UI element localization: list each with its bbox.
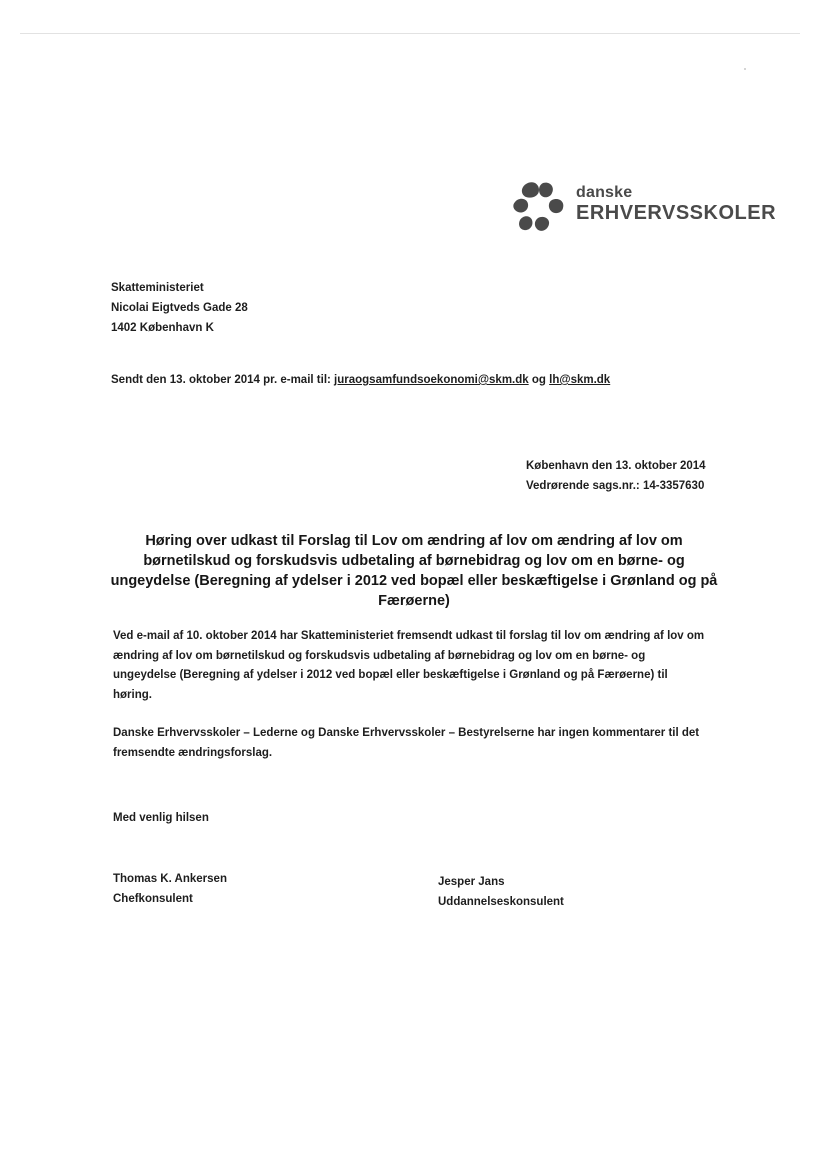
date-block [526, 456, 706, 496]
case-number: Vedrørende sags.nr.: 14-3357630 [526, 480, 705, 492]
sent-line [111, 374, 610, 386]
signature-right [438, 872, 564, 912]
scan-edge-line [20, 33, 800, 34]
signatory-title: Uddannelseskonsulent [438, 896, 564, 908]
danske-erhvervsskoler-logo [512, 180, 777, 236]
signature-left [113, 869, 227, 909]
recipient-street: Nicolai Eigtveds Gade 28 [111, 302, 248, 314]
body-paragraph-2: Danske Erhvervsskoler – Lederne og Danske Erhvervsskoler – Bestyrelserne har ingen kommentarer til det fremsendte ændringsforslag. [113, 727, 700, 759]
recipient-address [111, 278, 248, 338]
letter-date: København den 13. oktober 2014 [526, 460, 706, 472]
email-link-1[interactable]: juraogsamfundsoekonomi@skm.dk [334, 374, 529, 386]
logo-word-small: danske [576, 184, 633, 201]
sent-joiner: og [531, 374, 546, 386]
logo-mark-icon [512, 180, 568, 236]
signatory-name: Jesper Jans [438, 876, 505, 888]
letter-title: Høring over udkast til Forslag til Lov om ændring af lov om ændring af lov om børnetilskud og forskudsvis udbetaling af børnebidrag og lov om en børne- og ungeydelse (Beregning af ydelser i 2012 ved bopæl eller beskæftigelse i Grønland og på Færøerne) [110, 533, 718, 609]
logo-word-big: ERHVERVSSKOLER [576, 202, 777, 224]
body-paragraph-1: Ved e-mail af 10. oktober 2014 har Skatteministeriet fremsendt udkast til forslag til lov om ændring af lov om ændring af lov om børnetilskud og forskudsvis udbetaling af børnebidrag og lov om en børne- og ungeydelse (Beregning af ydelser i 2012 ved bopæl eller beskæftigelse i Grønland og på Færøerne) til høring. [113, 630, 705, 701]
sent-prefix: Sendt den 13. oktober 2014 pr. e-mail til: [111, 374, 331, 386]
email-link-2[interactable]: lh@skm.dk [549, 374, 611, 386]
scan-speck [744, 68, 746, 70]
recipient-city: 1402 København K [111, 322, 214, 334]
signatory-title: Chefkonsulent [113, 893, 193, 905]
recipient-name: Skatteministeriet [111, 282, 204, 294]
signatory-name: Thomas K. Ankersen [113, 873, 227, 885]
closing-greeting: Med venlig hilsen [113, 812, 209, 824]
